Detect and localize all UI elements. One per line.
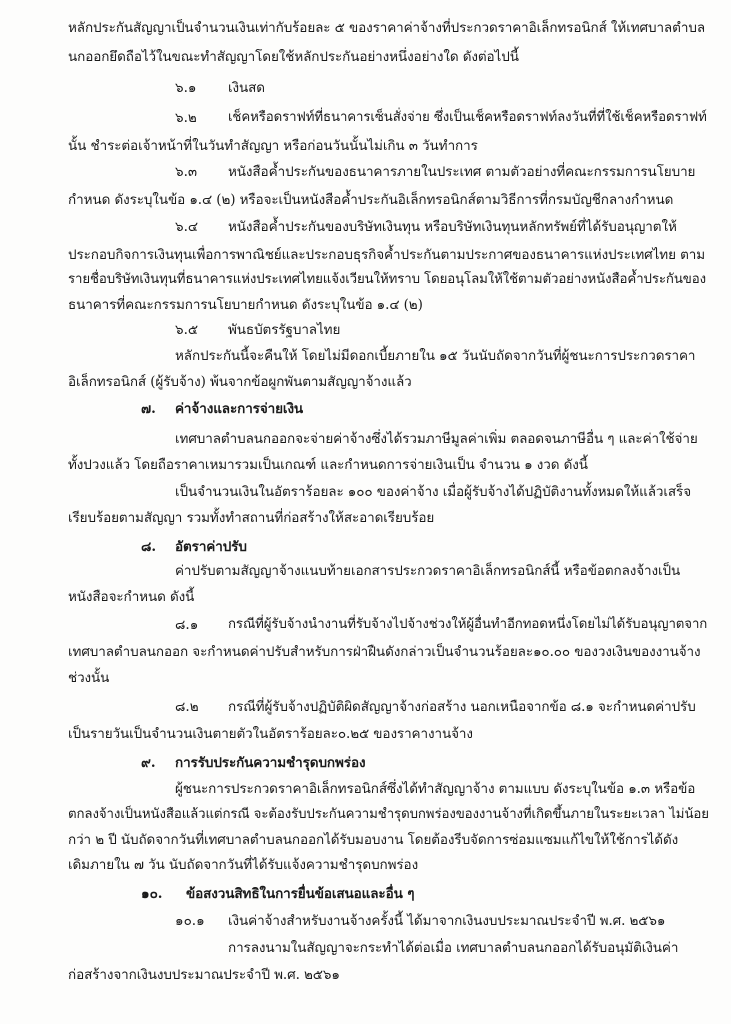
item-6-4-number: ๖.๔ bbox=[175, 219, 199, 235]
item-10-1-line-2: การลงนามในสัญญาจะกระทำได้ต่อเมื่อ เทศบาลตำบลนกออกได้รับอนุมัติเงินค่า bbox=[228, 940, 679, 956]
item-6-4-line-2: ประกอบกิจการเงินทุนเพื่อการพาณิชย์และประกอบธุรกิจค้ำประกันตามประกาศของธนาคารแห่งประเทศไทย ตาม bbox=[68, 247, 706, 263]
intro-line-1: หลักประกันสัญญาเป็นจำนวนเงินเท่ากับร้อยละ ๕ ของราคาค่าจ้างที่ประกวดราคาอิเล็กทรอนิกส์ ให้เทศบาลตำบล bbox=[68, 20, 705, 36]
item-6-3-line-2: กำหนด ดังระบุในข้อ ๑.๔ (๒) หรือจะเป็นหนังสือค้ำประกันอิเล็กทรอนิกส์ตามวิธีการที่กรมบัญชีกลางกำหนด bbox=[68, 192, 674, 208]
item-6-4-line-3: รายชื่อบริษัทเงินทุนที่ธนาคารแห่งประเทศไทยแจ้งเวียนให้ทราบ โดยอนุโลมให้ใช้ตามตัวอย่างหนังสือค้ำประกันของ bbox=[68, 272, 706, 287]
item-6-5-text: พันธบัตรรัฐบาลไทย bbox=[228, 322, 341, 338]
section-7-p1-line-1: เทศบาลตำบลนกออกจะจ่ายค่าจ้างซึ่งได้รวมภาษีมูลค่าเพิ่ม ตลอดจนภาษีอื่น ๆ และค่าใช้จ่าย bbox=[175, 431, 698, 447]
section-9-line-1: ผู้ชนะการประกวดราคาอิเล็กทรอนิกส์ซึ่งได้ทำสัญญาจ้าง ตามแบบ ดังระบุในข้อ ๑.๓ หรือข้อ bbox=[175, 781, 696, 797]
section-9-title: การรับประกันความชำรุดบกพร่อง bbox=[175, 755, 366, 771]
item-8-1-line-3: ช่วงนั้น bbox=[68, 670, 110, 686]
section-7-number: ๗. bbox=[141, 401, 156, 417]
item-6-5-number: ๖.๕ bbox=[175, 322, 199, 338]
item-6-1-text: เงินสด bbox=[228, 80, 265, 96]
item-8-2-line-1: กรณีที่ผู้รับจ้างปฏิบัติผิดสัญญาจ้างก่อสร้าง นอกเหนือจากข้อ ๘.๑ จะกำหนดค่าปรับ bbox=[228, 699, 696, 715]
section-9-number: ๙. bbox=[141, 755, 156, 771]
section-9-line-3: กว่า ๒ ปี นับถัดจากวันที่เทศบาลตำบลนกออกได้รับมอบงาน โดยต้องรีบจัดการซ่อมแซมแก้ไขให้ใช้การได้ดัง bbox=[68, 832, 679, 848]
section-8-title: อัตราค่าปรับ bbox=[175, 539, 247, 555]
item-6-1-number: ๖.๑ bbox=[175, 80, 197, 96]
section-8-p1-line-1: ค่าปรับตามสัญญาจ้างแนบท้ายเอกสารประกวดราคาอิเล็กทรอนิกส์นี้ หรือข้อตกลงจ้างเป็น bbox=[175, 563, 681, 579]
item-8-1-number: ๘.๑ bbox=[175, 617, 199, 633]
section-7-p2-line-2: เรียบร้อยตามสัญญา รวมทั้งทำสถานที่ก่อสร้างให้สะอาดเรียบร้อย bbox=[68, 510, 435, 526]
section-8-p1-line-2: หนังสือจะกำหนด ดังนี้ bbox=[68, 589, 195, 605]
item-6-2-line-2: นั้น ชำระต่อเจ้าหน้าที่ในวันทำสัญญา หรือก่อนวันนั้นไม่เกิน ๓ วันทำการ bbox=[68, 138, 478, 154]
section-7-p2-line-1: เป็นจำนวนเงินในอัตราร้อยละ ๑๐๐ ของค่าจ้าง เมื่อผู้รับจ้างได้ปฏิบัติงานทั้งหมดให้แล้วเสร็จ bbox=[175, 484, 692, 500]
item-6-2-line-1: เช็คหรือดราฟท์ที่ธนาคารเซ็นสั่งจ่าย ซึ่งเป็นเช็คหรือดราฟท์ลงวันที่ที่ใช้เช็คหรือดราฟท์ bbox=[228, 110, 707, 125]
item-6-4-line-4: ธนาคารที่คณะกรรมการนโยบายกำหนด ดังระบุในข้อ ๑.๔ (๒) bbox=[68, 297, 423, 313]
return-line-1: หลักประกันนี้จะคืนให้ โดยไม่มีดอกเบี้ยภายใน ๑๕ วันนับถัดจากวันที่ผู้ชนะการประกวดราคา bbox=[175, 348, 696, 364]
section-7-title: ค่าจ้างและการจ่ายเงิน bbox=[175, 401, 304, 417]
item-10-1-line-1: เงินค่าจ้างสำหรับงานจ้างครั้งนี้ ได้มาจากเงินงบประมาณประจำปี พ.ศ. ๒๕๖๑ bbox=[228, 913, 666, 929]
section-9-line-4: เดิมภายใน ๗ วัน นับถัดจากวันที่ได้รับแจ้งความชำรุดบกพร่อง bbox=[68, 857, 419, 873]
return-line-2: อิเล็กทรอนิกส์ (ผู้รับจ้าง) พ้นจากข้อผูกพันตามสัญญาจ้างแล้ว bbox=[68, 374, 412, 390]
section-10-number: ๑๐. bbox=[141, 886, 163, 902]
item-6-4-line-1: หนังสือค้ำประกันของบริษัทเงินทุน หรือบริษัทเงินทุนหลักทรัพย์ที่ได้รับอนุญาตให้ bbox=[228, 219, 677, 235]
item-8-2-number: ๘.๒ bbox=[175, 699, 199, 715]
section-8-number: ๘. bbox=[141, 539, 157, 555]
item-10-1-number: ๑๐.๑ bbox=[175, 913, 205, 929]
section-7-p1-line-2: ทั้งปวงแล้ว โดยถือราคาเหมารวมเป็นเกณฑ์ และกำหนดการจ่ายเงินเป็น จำนวน ๑ งวด ดังนี้ bbox=[68, 457, 588, 473]
intro-line-2: นกออกยึดถือไว้ในขณะทำสัญญาโดยใช้หลักประกันอย่างหนึ่งอย่างใด ดังต่อไปนี้ bbox=[68, 49, 519, 65]
section-10-title: ข้อสงวนสิทธิในการยื่นข้อเสนอและอื่น ๆ bbox=[186, 886, 415, 902]
section-9-line-2: ตกลงจ้างเป็นหนังสือแล้วแต่กรณี จะต้องรับประกันความชำรุดบกพร่องของงานจ้างที่เกิดขึ้นภายในระยะเวลา ไม่น้อย bbox=[68, 807, 709, 822]
item-8-2-line-2: เป็นรายวันเป็นจำนวนเงินตายตัวในอัตราร้อยละ๐.๒๕ ของราคางานจ้าง bbox=[68, 726, 473, 742]
item-10-1-line-3: ก่อสร้างจากเงินงบประมาณประจำปี พ.ศ. ๒๕๖๑ bbox=[68, 967, 340, 983]
item-8-1-line-1: กรณีที่ผู้รับจ้างนำงานที่รับจ้างไปจ้างช่วงให้ผู้อื่นทำอีกทอดหนึ่งโดยไม่ได้รับอนุญาตจาก bbox=[228, 617, 708, 632]
item-8-1-line-2: เทศบาลตำบลนกออก จะกำหนดค่าปรับสำหรับการฝ่าฝืนดังกล่าวเป็นจำนวนร้อยละ๑๐.๐๐ ของวงเงินของงานจ้าง bbox=[68, 644, 701, 660]
item-6-3-number: ๖.๓ bbox=[175, 164, 198, 180]
item-6-3-line-1: หนังสือค้ำประกันของธนาคารภายในประเทศ ตามตัวอย่างที่คณะกรรมการนโยบาย bbox=[228, 164, 696, 180]
item-6-2-number: ๖.๒ bbox=[175, 110, 197, 126]
